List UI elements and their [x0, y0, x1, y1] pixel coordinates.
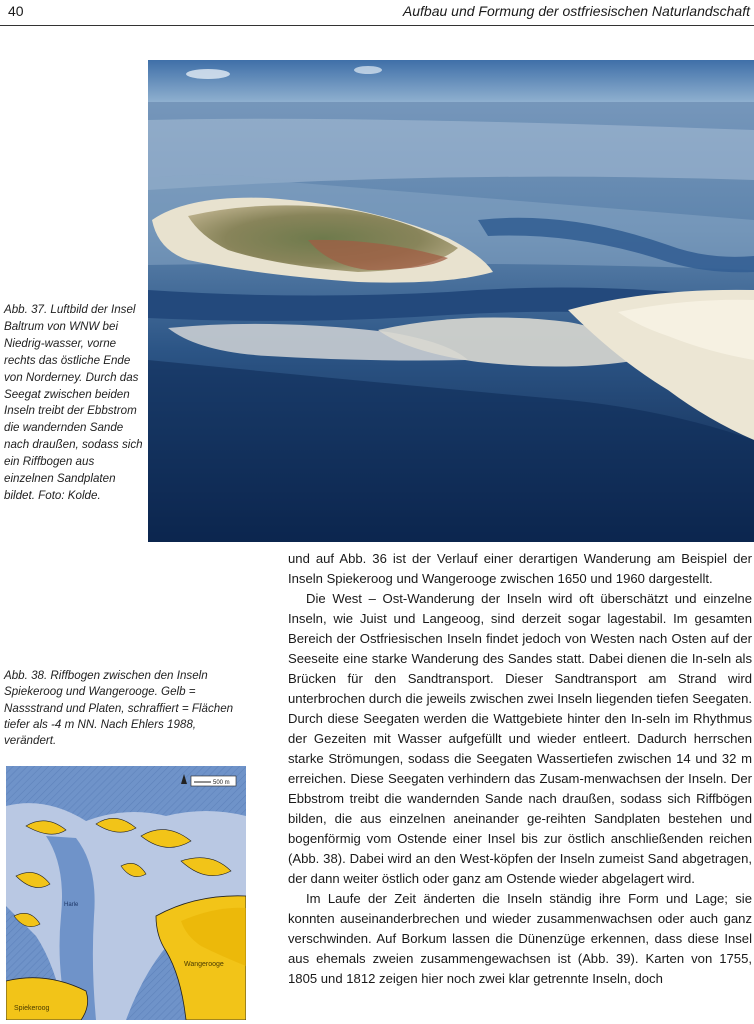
figure-38-caption: Abb. 38. Riffbogen zwischen den Inseln Spiekeroog und Wangerooge. Gelb = Nassstrand und Platen, schraffiert = Flächen tiefer als -4 m NN. Nach Ehlers 1988, verändert. [4, 669, 234, 748]
running-title: Aufbau und Formung der ostfriesischen Naturlandschaft [402, 3, 750, 19]
label-wangerooge: Wangerooge [184, 961, 224, 968]
label-spiekeroog: Spiekeroog [14, 1005, 50, 1012]
aerial-photo-baltrum [148, 60, 754, 542]
header-rule [0, 25, 754, 26]
label-channel: Harle [64, 902, 79, 908]
body-text [288, 549, 752, 989]
riffbogen-map [6, 766, 246, 1020]
paragraph: Im Laufe der Zeit änderten die Inseln ständig ihre Form und Lage; sie konnten auseinanderbrechen und wieder zusammenwachsen oder auch ganz verschwinden. Auf Borkum lassen die Dünenzüge erkennen, dass diese Insel aus ehemals zweien zusammengewachsen ist (Abb. 39). Karten von 1755, 1805 und 1812 zeigen hier noch zwei klar getrennte Inseln, doch [288, 891, 752, 986]
page-header [0, 0, 754, 26]
riffbogen-map-graphic [6, 766, 246, 1020]
aerial-photo-graphic [148, 60, 754, 542]
scale-label: 500 m [213, 780, 230, 786]
paragraph: Die West – Ost-Wanderung der Inseln wird oft überschätzt und einzelne Inseln, wie Juist und Langeoog, sind derzeit sogar lagestabil. Im gesamten Bereich der Ostfriesischen Inseln findet jedoch von Westen nach Osten auf der Seeseite eine starke Wanderung des Sandes statt. Dabei dienen die In-seln als Brücken für den Sandtransport. Dieser Sandtransport am Strand wird unterbrochen durch die jeweils zwischen zwei Inseln liegenden tiefen Seegaten. Durch diese Seegaten werden die Wattgebiete hinter den In-seln im Rhythmus der Gezeiten mit Wasser aufgefüllt und wieder entleert. Dadurch herrschen starke Strömungen, sodass die Seegaten Wassertiefen zwischen 14 und 32 m erreichen. Diese Seegaten verhindern das Zusam-menwachsen der Inseln. Der Ebbstrom treibt die wandernden Sande nach draußen, sodass sich Riffbögen bilden, die aus einzelnen aneinander ge-reihten Sandplaten bestehen und bogenförmig vom Ostende einer Insel bis zur östlich anschließenden reichen (Abb. 38). Dabei wird an den West-köpfen der Inseln zumeist Sand abgetragen, der dann weiter östlich oder ganz am Ostende wieder abgelagert wird. [288, 591, 752, 886]
figure-37-caption: Abb. 37. Luftbild der Insel Baltrum von WNW bei Niedrig-wasser, vorne rechts das östliche Ende von Norderney. Durch das Seegat zwischen beiden Inseln treibt der Ebbstrom die wandernden Sande nach draußen, sodass sich ein Riffbogen aus einzelnen Sandplaten bildet. Foto: Kolde. [4, 303, 143, 502]
paragraph: und auf Abb. 36 ist der Verlauf einer derartigen Wanderung am Beispiel der Inseln Spiekeroog und Wangerooge zwischen 1650 und 1960 dargestellt. [288, 551, 752, 586]
page-number: 40 [8, 3, 24, 19]
